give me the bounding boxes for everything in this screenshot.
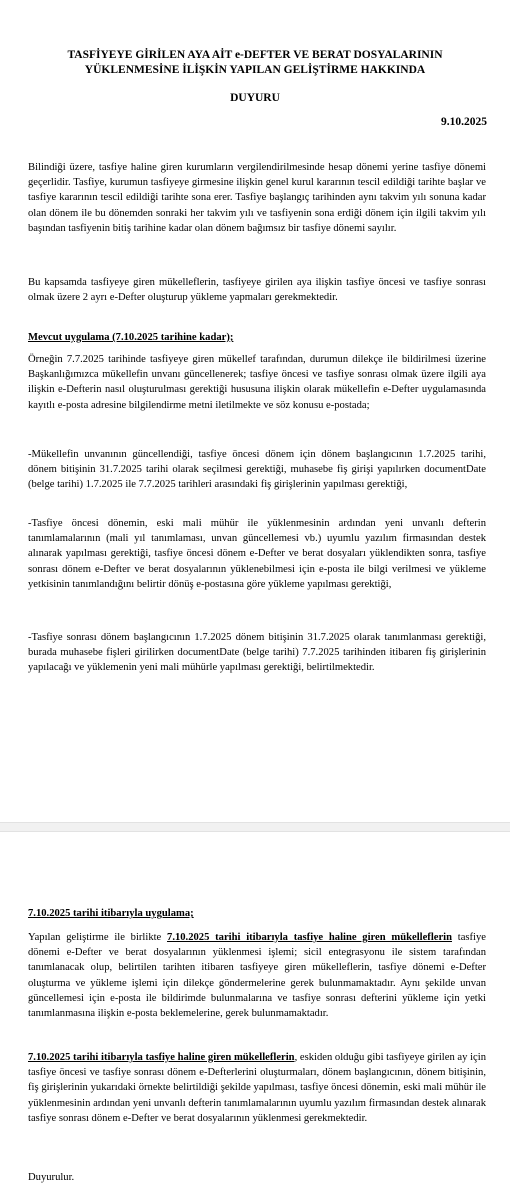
title-line-1: TASFİYEYE GİRİLEN AYA AİT e-DEFTER VE BERAT DOSYALARININ [67, 49, 443, 61]
new-paragraph-2 [28, 1050, 486, 1126]
current-practice-heading: Mevcut uygulama (7.10.2025 tarihine kadar); [28, 332, 234, 343]
new-paragraph-2-rest: , eskiden olduğu gibi tasfiyeye girilen ay için tasfiye öncesi ve tasfiye sonrası dönem e-Defterlerini oluşturmaları, dönem başlangıcının, dönem bitişinin, fiş girişlerinin yukarıdaki örnekte belirtildiği şekilde yapılması, tasfiye öncesi dönemin, eski mali mühür ile yüklenmesinin ardından yeni unvanlı defterin tanımlamalarının uyumlu yazılım firmasından destek alınarak tasfiye sonrası dönem e-Defter ve berat dosyalarının yüklenmesi gerekmektedir. [28, 1052, 486, 1124]
document-page-2 [0, 832, 510, 1200]
new-paragraph-1-start: Yapılan geliştirme ile birlikte [28, 932, 168, 943]
announcement-label: DUYURU [230, 92, 280, 104]
current-paragraph-3: -Tasfiye öncesi dönemin, eski mali mühür ile yüklenmesinin ardından yeni unvanlı defterin tanımlamalarının (mali yıl tanımlaması, unvan güncellemesi vb.) uyumlu yazılım firmasından destek alınarak yapılması gerektiği, tasfiye öncesi dönem e-Defter ve berat dosyaları yüklendikten sonra, tasfiye sonrası dönem e-Defter ve berat dosyalarının yüklenebilmesi için e-posta ile bilgi verilmesi ve yükleme yetkisinin tanımlandığını belirtir dönüş e-postasına göre yükleme yapılması gerektiği, [28, 518, 486, 590]
intro-paragraph-2: Bu kapsamda tasfiyeye giren mükelleflerin, tasfiyeye girilen aya ilişkin tasfiye öncesi ve tasfiye sonrası olmak üzere 2 ayrı e-Defter oluşturup yükleme yapmaları gerekmektedir. [28, 277, 486, 304]
intro-paragraph-1: Bilindiği üzere, tasfiye haline giren kurumların vergilendirilmesinde hesap dönemi yerine tasfiye dönemi geçerlidir. Tasfiye, kurumun tasfiyeye girmesine ilişkin genel kurul kararının tescil edildiği tarihte başlar ve tasfiye kararının tescil edildiği tarihte sona erer. Tasfiye başlangıç tarihinden aynı takvim yılı sonuna kadar olan dönem ile bu dönemden sonraki her takvim yılı ve tasfiyenin sona erdiği dönem için ilgili takvim yılı başından tasfiyenin bitiş tarihine kadar olan dönem bağımsız bir tasfiye dönemi sayılır. [28, 162, 486, 234]
current-paragraph-2: -Mükellefin unvanının güncellendiği, tasfiye öncesi dönem için dönem başlangıcının 1.7.2025 tarihi, dönem bitişinin 31.7.2025 tarihi olarak seçilmesi gerektiği, muhasebe fiş girişi yapılırken documentDate (belge tarihi) 1.7.2025 ile 7.7.2025 tarihleri arasındaki fiş girişlerinin yapılması gerektiği, [28, 449, 486, 491]
page-separator [0, 822, 510, 832]
current-paragraph-4: -Tasfiye sonrası dönem başlangıcının 1.7.2025 dönem bitişinin 31.7.2025 olarak tanımlanması gerektiği, burada muhasebe fişleri girilirken documentDate (belge tarihi) 7.7.2025 tarihinden itibaren fiş girişlerinin yapılacağı ve yüklemenin yeni mali mühürle yapılması gerektiği, belirtilmektedir. [28, 632, 486, 674]
title-line-2: YÜKLENMESİNE İLİŞKİN YAPILAN GELİŞTİRME HAKKINDA [84, 64, 426, 76]
new-paragraph-2-emphasis: 7.10.2025 tarihi itibarıyla tasfiye haline giren mükelleflerin [28, 1052, 295, 1063]
new-paragraph-1 [28, 930, 486, 1021]
new-practice-heading: 7.10.2025 tarihi itibarıyla uygulama; [28, 908, 194, 919]
closing-text: Duyurulur. [28, 1172, 75, 1183]
new-paragraph-1-rest: tasfiye dönemi e-Defter ve berat dosyalarının yüklenmesi işlemi; sicil entegrasyonu ile sistem tarafından tanımlanacak olup, belirtilen tarihten itibaren tasfiyeye giren mükelleflerin, tasfiye dönemi e-Defter oluşturma ve yükleme işlemi için dilekçe göndermelerine gerek bulunmamaktadır. Aynı şekilde unvan güncellemesi için e-posta ile bildirimde bulunmalarına ve tasfiye sonrası defterini yükleme için yetki tanımlanmasına ilişkin e-posta beklemelerine, gerek bulunmamaktadır. [28, 932, 486, 1020]
document-date: 9.10.2025 [441, 116, 487, 128]
current-paragraph-1: Örneğin 7.7.2025 tarihinde tasfiyeye giren mükellef tarafından, durumun dilekçe ile bildirilmesi üzerine Başkanlığımızca mükellefin unvanı güncellenerek; tasfiye öncesi ve tasfiye sonrası olmak üzere ilgili aya ilişkin e-Defterin nasıl oluşturulması gerektiği hususuna ilişkin olarak mükellefin e-Defter uygulamasında kayıtlı e-posta adresine bilgilendirme metni iletilmekte ve söz konusu e-postada; [28, 354, 486, 411]
new-paragraph-1-emphasis: 7.10.2025 tarihi itibarıyla tasfiye haline giren mükelleflerin [167, 932, 452, 943]
document-title [20, 48, 490, 78]
